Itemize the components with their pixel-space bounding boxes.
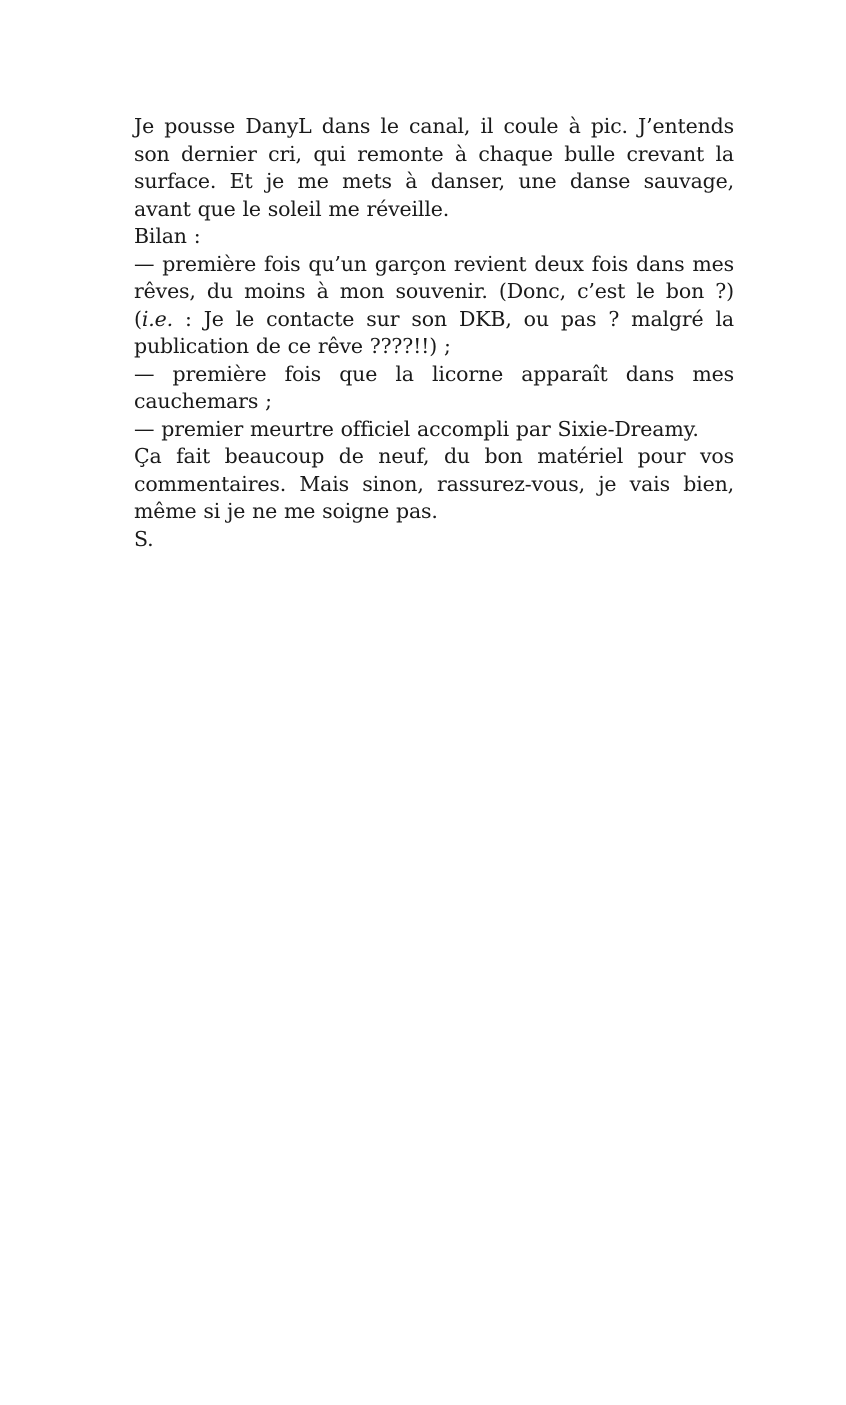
list-item-murder: — premier meurtre officiel accompli par Sixie-Dreamy.: [134, 416, 699, 441]
list-item-unicorn: — première fois que la licorne apparaît dans mes cauchemars ;: [134, 361, 734, 413]
bilan-label: Bilan :: [134, 224, 201, 248]
list-item-text-start: — première fois qu’un garçon revient deux fois dans mes rêves, du moins à mon souvenir. (Donc, c’est le bon ?) (: [134, 251, 734, 331]
list-item-text-italic: i.e.: [141, 306, 173, 331]
signature: S.: [134, 526, 154, 551]
list-item-text-end: : Je le contacte sur son DKB, ou pas ? malgré la publication de ce rêve ????!!) ;: [134, 306, 734, 358]
paragraph-closing: Ça fait beaucoup de neuf, du bon matériel pour vos commentaires. Mais sinon, rassurez-vous, je vais bien, même si je ne me soigne pas.: [134, 444, 734, 523]
list-item-first-time-boy: [134, 251, 734, 361]
document-page: [134, 113, 734, 553]
paragraph-opening: Je pousse DanyL dans le canal, il coule à pic. J’entends son dernier cri, qui remonte à chaque bulle crevant la surface. Et je me mets à danser, une danse sauvage, avant que le soleil me réveille.: [134, 114, 734, 221]
